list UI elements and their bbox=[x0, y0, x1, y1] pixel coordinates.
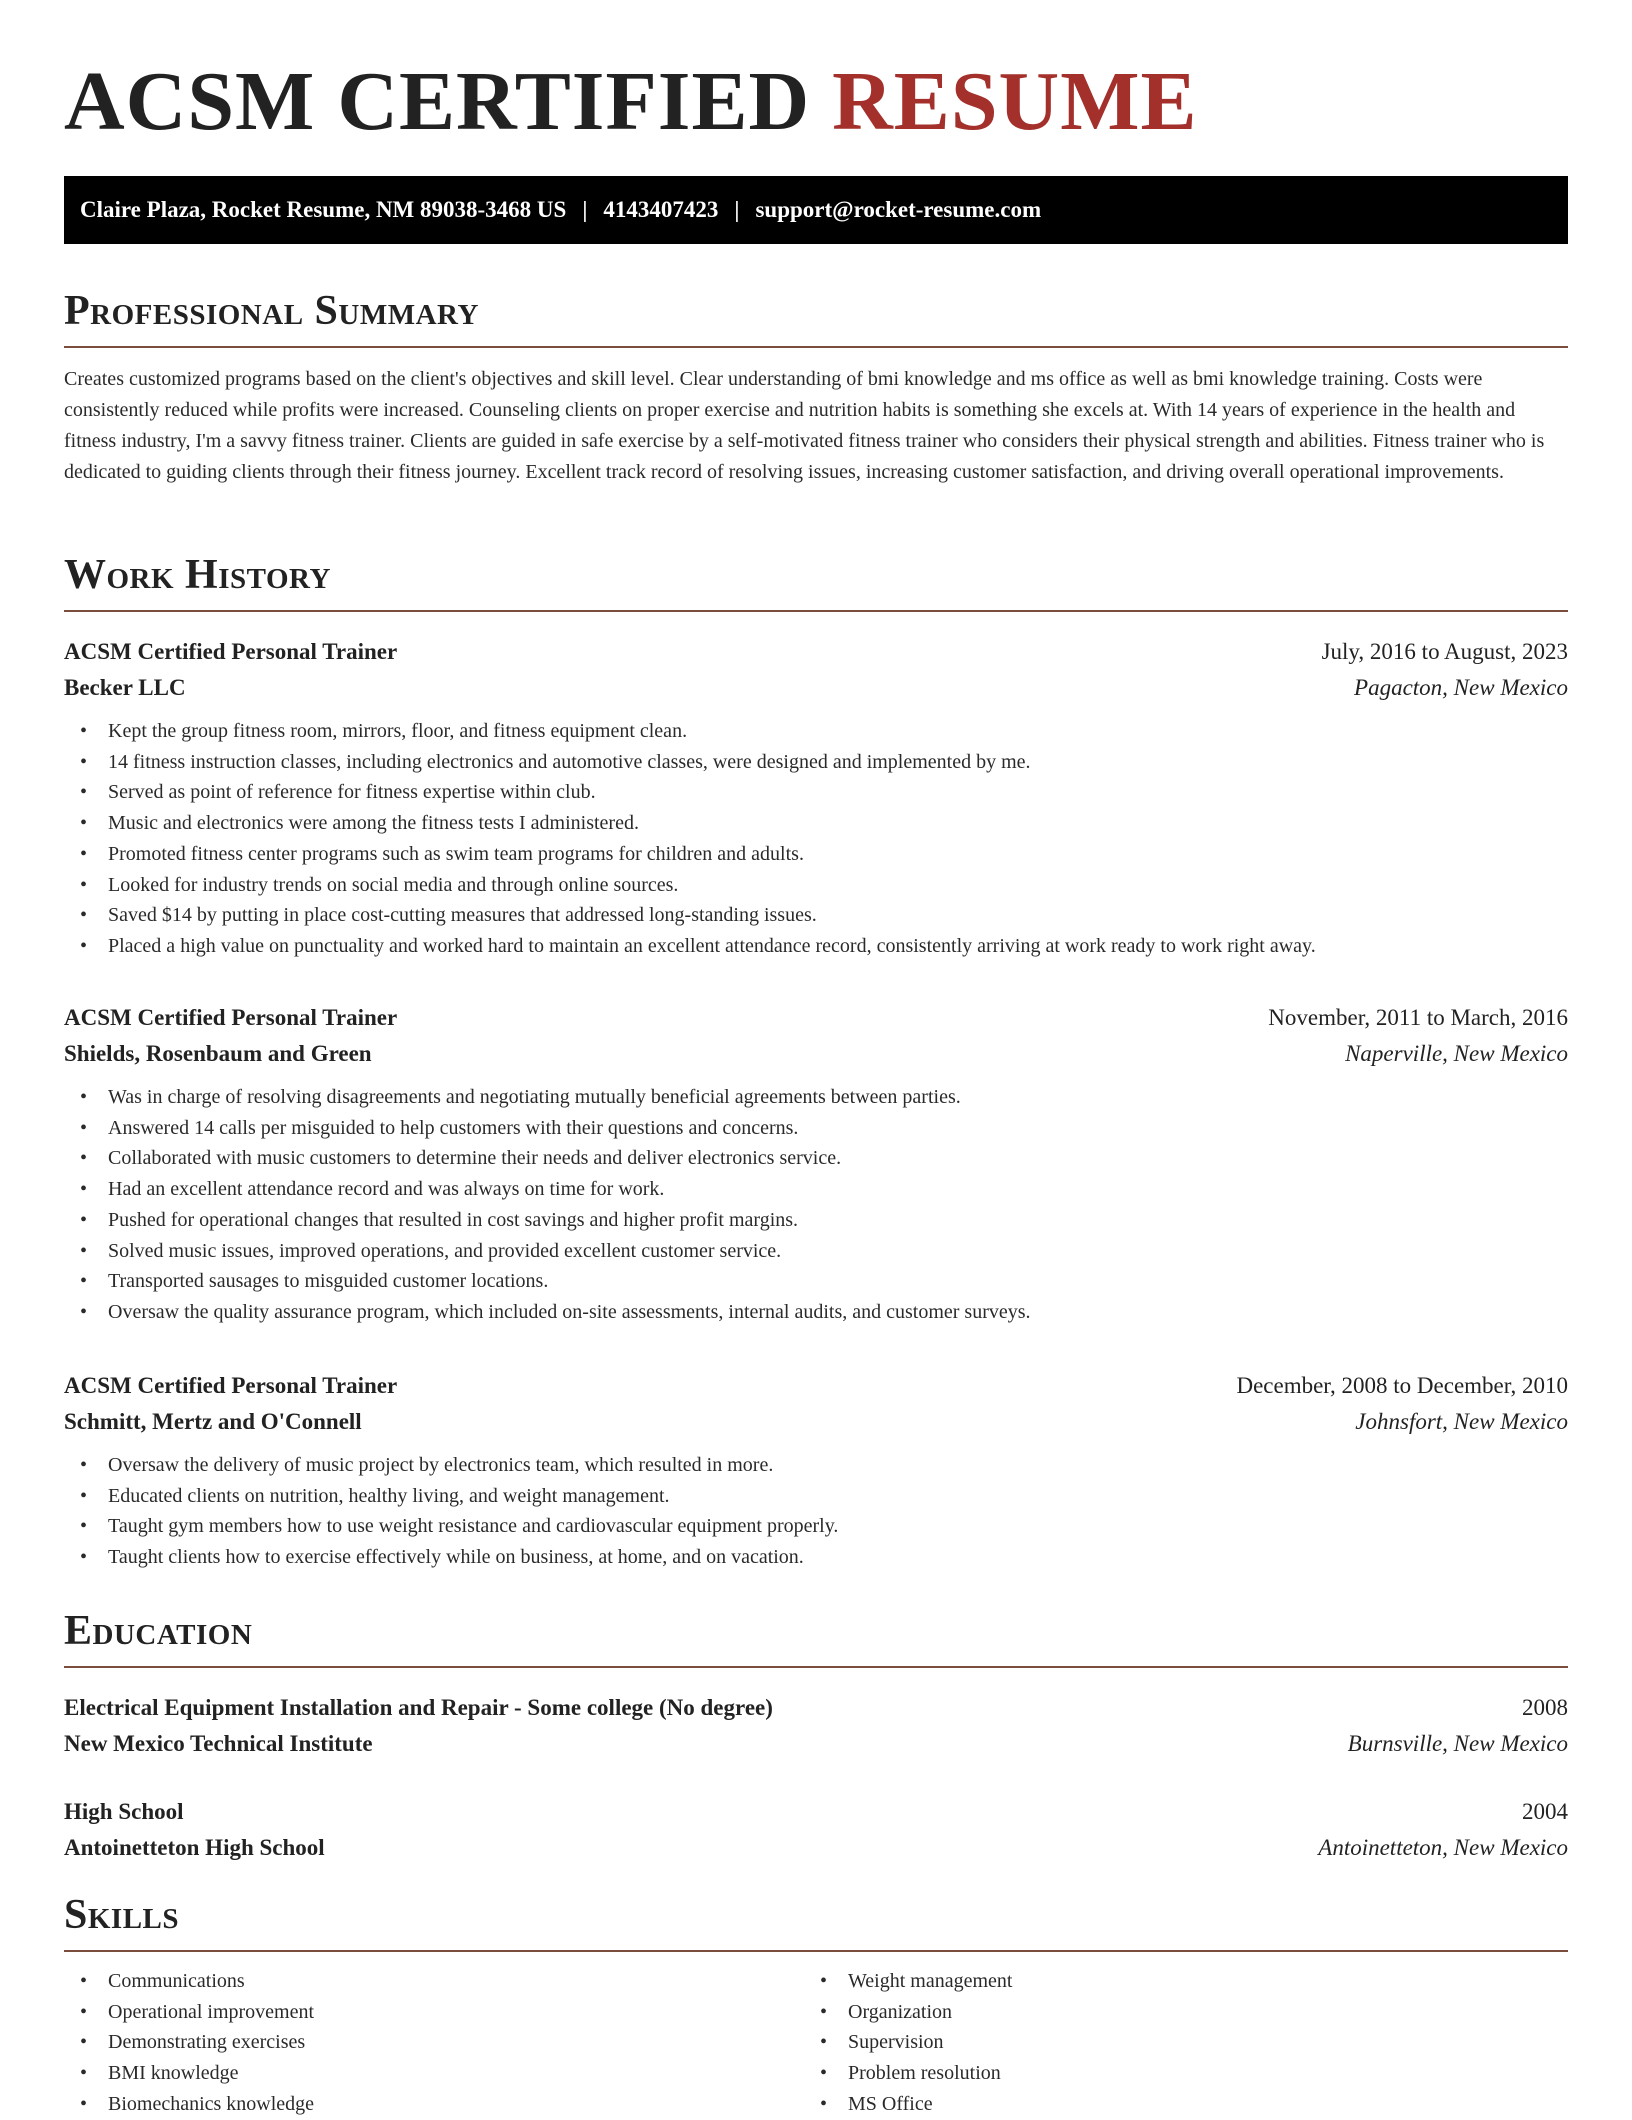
list-item: • Collaborated with music customers to determine their needs and deliver electronics service. bbox=[64, 1143, 1568, 1174]
section-divider bbox=[64, 1666, 1568, 1668]
section-heading: Professional Summary bbox=[64, 288, 479, 334]
skills-list-right bbox=[804, 1966, 1568, 2120]
education-degree: Electrical Equipment Installation and Repair - Some college (No degree) bbox=[64, 1695, 773, 1720]
list-item: • Music and electronics were among the fitness tests I administered. bbox=[64, 808, 1568, 839]
summary-text: Creates customized programs based on the client's objectives and skill level. Clear understanding of bmi knowledge and ms office as well as bmi knowledge training. Costs were consistently reduced while profits were increased. Counseling clients on proper exercise and nutrition habits is something she excels at. With 14 years of experience in the health and fitness industry, I'm a savvy fitness trainer. Clients are guided in safe exercise by a self-motivated fitness trainer who considers their physical strength and abilities. Fitness trainer who is dedicated to guiding clients through their fitness journey. Excellent track record of resolving issues, increasing customer satisfaction, and driving overall operational improvements. bbox=[64, 368, 1545, 483]
list-item: • MS Office bbox=[804, 2089, 1568, 2120]
list-item: • Pushed for operational changes that resulted in cost savings and higher profit margins. bbox=[64, 1205, 1568, 1236]
section-heading: Education bbox=[64, 1608, 253, 1654]
list-item: • Saved $14 by putting in place cost-cutting measures that addressed long-standing issues. bbox=[64, 900, 1568, 931]
contact-separator: | bbox=[734, 197, 740, 222]
contact-address: Claire Plaza, Rocket Resume, NM 89038-3468 US bbox=[80, 197, 567, 222]
list-item: • Had an excellent attendance record and was always on time for work. bbox=[64, 1174, 1568, 1205]
job-location: Pagacton, New Mexico bbox=[1354, 675, 1568, 700]
job-title: ACSM Certified Personal Trainer bbox=[64, 1373, 398, 1398]
job-dates: July, 2016 to August, 2023 bbox=[1321, 639, 1568, 664]
list-item: • Kept the group fitness room, mirrors, floor, and fitness equipment clean. bbox=[64, 716, 1568, 747]
section-divider bbox=[64, 346, 1568, 348]
education-school: New Mexico Technical Institute bbox=[64, 1731, 373, 1756]
education-year: 2008 bbox=[1522, 1695, 1568, 1720]
list-item: • Looked for industry trends on social media and through online sources. bbox=[64, 870, 1568, 901]
job-location: Naperville, New Mexico bbox=[1345, 1041, 1568, 1066]
education-school: Antoinetteton High School bbox=[64, 1835, 325, 1860]
list-item: • Was in charge of resolving disagreements and negotiating mutually beneficial agreements between parties. bbox=[64, 1082, 1568, 1113]
education-entry bbox=[64, 1690, 1568, 1762]
list-item: • Organization bbox=[804, 1997, 1568, 2028]
job-location: Johnsfort, New Mexico bbox=[1355, 1409, 1568, 1434]
list-item: • Solved music issues, improved operations, and provided excellent customer service. bbox=[64, 1236, 1568, 1267]
contact-separator: | bbox=[582, 197, 588, 222]
job-dates: November, 2011 to March, 2016 bbox=[1268, 1005, 1568, 1030]
job-title: ACSM Certified Personal Trainer bbox=[64, 1005, 398, 1030]
job-company: Schmitt, Mertz and O'Connell bbox=[64, 1409, 362, 1434]
list-item: • Placed a high value on punctuality and worked hard to maintain an excellent attendance record, consistently arriving at work ready to work right away. bbox=[64, 931, 1568, 962]
education-location: Antoinetteton, New Mexico bbox=[1318, 1835, 1568, 1860]
list-item: • Demonstrating exercises bbox=[64, 2027, 804, 2058]
skills-list-left bbox=[64, 1966, 804, 2120]
list-item: • BMI knowledge bbox=[64, 2058, 804, 2089]
list-item: • Communications bbox=[64, 1966, 804, 1997]
list-item: • Problem resolution bbox=[804, 2058, 1568, 2089]
job-dates: December, 2008 to December, 2010 bbox=[1236, 1373, 1568, 1398]
job-entry bbox=[64, 634, 1568, 962]
section-heading: Work History bbox=[64, 552, 331, 598]
list-item: • Taught clients how to exercise effectively while on business, at home, and on vacation. bbox=[64, 1542, 1568, 1573]
list-item: • Oversaw the quality assurance program, which included on-site assessments, internal audits, and customer surveys. bbox=[64, 1297, 1568, 1328]
title-main: ACSM CERTIFIED bbox=[64, 55, 811, 148]
skills-columns bbox=[64, 1966, 1568, 2120]
contact-bar bbox=[64, 176, 1568, 244]
list-item: • Biomechanics knowledge bbox=[64, 2089, 804, 2120]
education-entry bbox=[64, 1794, 1568, 1866]
list-item: • Oversaw the delivery of music project by electronics team, which resulted in more. bbox=[64, 1450, 1568, 1481]
education-section bbox=[64, 1604, 1568, 1668]
education-degree: High School bbox=[64, 1799, 184, 1824]
list-item: • Supervision bbox=[804, 2027, 1568, 2058]
section-heading: Skills bbox=[64, 1892, 180, 1938]
section-divider bbox=[64, 610, 1568, 612]
list-item: • Educated clients on nutrition, healthy living, and weight management. bbox=[64, 1481, 1568, 1512]
resume-title bbox=[64, 52, 1198, 152]
work-history-section bbox=[64, 548, 1568, 612]
section-divider bbox=[64, 1950, 1568, 1952]
summary-section bbox=[64, 284, 1568, 488]
contact-email: support@rocket-resume.com bbox=[755, 197, 1042, 222]
contact-phone: 4143407423 bbox=[603, 197, 719, 222]
list-item: • Transported sausages to misguided customer locations. bbox=[64, 1266, 1568, 1297]
job-entry bbox=[64, 1000, 1568, 1328]
list-item: • Operational improvement bbox=[64, 1997, 804, 2028]
education-year: 2004 bbox=[1522, 1799, 1568, 1824]
education-location: Burnsville, New Mexico bbox=[1347, 1731, 1568, 1756]
list-item: • Weight management bbox=[804, 1966, 1568, 1997]
list-item: • Promoted fitness center programs such as swim team programs for children and adults. bbox=[64, 839, 1568, 870]
skills-section bbox=[64, 1888, 1568, 2120]
job-company: Shields, Rosenbaum and Green bbox=[64, 1041, 372, 1066]
job-bullets bbox=[64, 1082, 1568, 1328]
job-entry bbox=[64, 1368, 1568, 1573]
list-item: • 14 fitness instruction classes, including electronics and automotive classes, were designed and implemented by me. bbox=[64, 747, 1568, 778]
list-item: • Answered 14 calls per misguided to help customers with their questions and concerns. bbox=[64, 1113, 1568, 1144]
job-bullets bbox=[64, 716, 1568, 962]
job-bullets bbox=[64, 1450, 1568, 1573]
job-company: Becker LLC bbox=[64, 675, 186, 700]
list-item: • Taught gym members how to use weight resistance and cardiovascular equipment properly. bbox=[64, 1511, 1568, 1542]
title-accent: RESUME bbox=[832, 55, 1198, 148]
job-title: ACSM Certified Personal Trainer bbox=[64, 639, 398, 664]
list-item: • Served as point of reference for fitness expertise within club. bbox=[64, 777, 1568, 808]
